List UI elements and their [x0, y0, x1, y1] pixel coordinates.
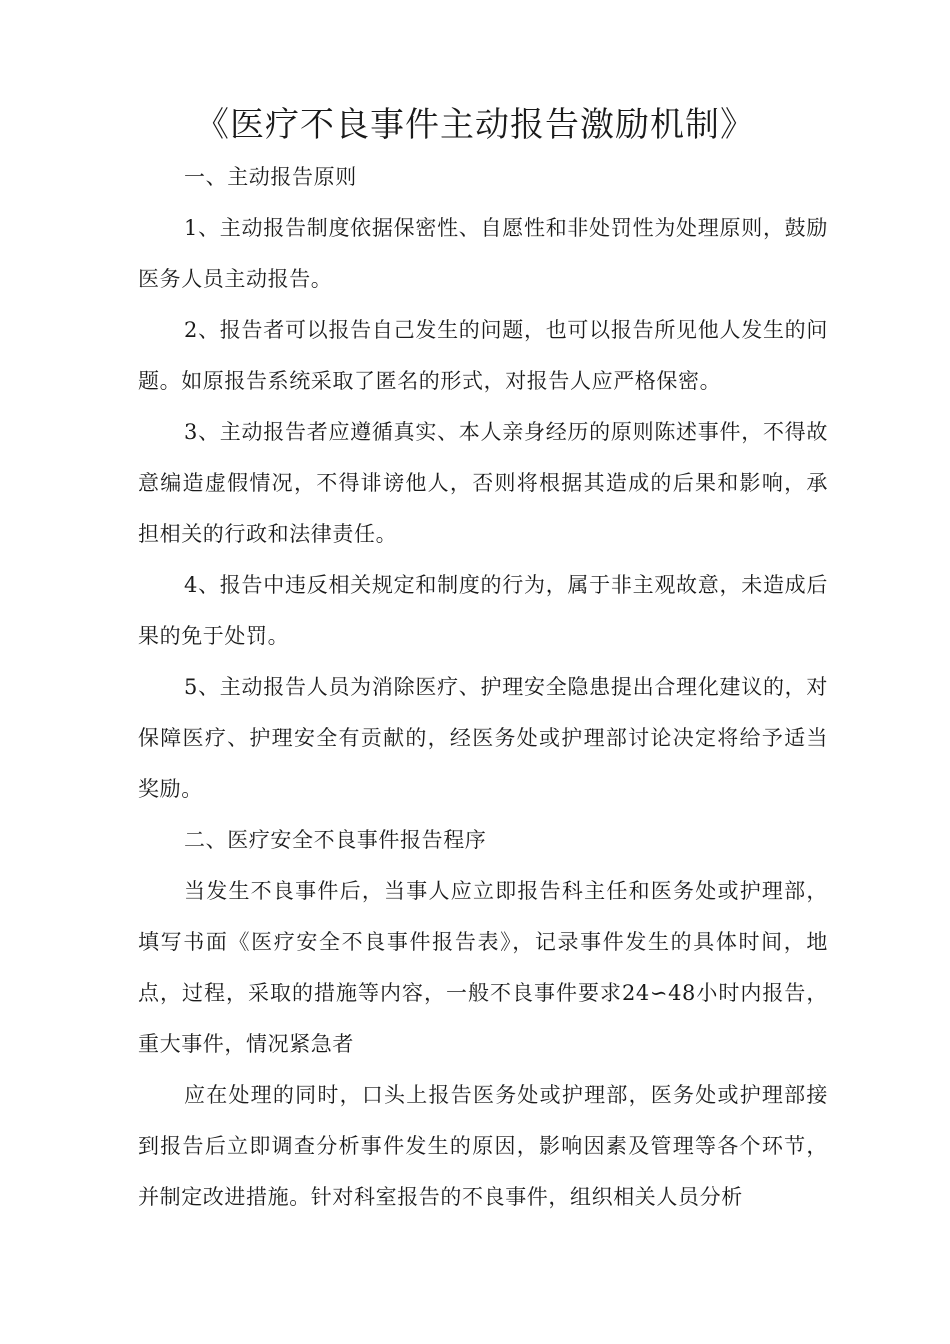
procedure-paragraph-2: 应在处理的同时，口头上报告医务处或护理部，医务处或护理部接到报告后立即调查分析事件发生的原因，影响因素及管理等各个环节，并制定改进措施。针对科室报告的不良事件，组织相关人员分析 [138, 1083, 828, 1209]
section-heading-procedure: 二、医疗安全不良事件报告程序 [184, 828, 487, 852]
section-heading-principles: 一、主动报告原则 [184, 165, 357, 189]
principle-4: 4、报告中违反相关规定和制度的行为，属于非主观故意，未造成后果的免于处罚。 [138, 573, 828, 648]
principle-2: 2、报告者可以报告自己发生的问题，也可以报告所见他人发生的问题。如原报告系统采取了匿名的形式，对报告人应严格保密。 [138, 318, 828, 393]
document-body [138, 152, 828, 1223]
document-title: 《医疗不良事件主动报告激励机制》 [195, 105, 755, 145]
principle-5: 5、主动报告人员为消除医疗、护理安全隐患提出合理化建议的，对保障医疗、护理安全有贡献的，经医务处或护理部讨论决定将给予适当奖励。 [138, 675, 828, 801]
procedure-paragraph-1: 当发生不良事件后，当事人应立即报告科主任和医务处或护理部，填写书面《医疗安全不良事件报告表》，记录事件发生的具体时间，地点，过程，采取的措施等内容，一般不良事件要求24∽48小时内报告，重大事件，情况紧急者 [138, 879, 828, 1056]
principle-1: 1、主动报告制度依据保密性、自愿性和非处罚性为处理原则，鼓励医务人员主动报告。 [138, 216, 828, 291]
principle-3: 3、主动报告者应遵循真实、本人亲身经历的原则陈述事件，不得故意编造虚假情况，不得诽谤他人，否则将根据其造成的后果和影响，承担相关的行政和法律责任。 [138, 420, 828, 546]
